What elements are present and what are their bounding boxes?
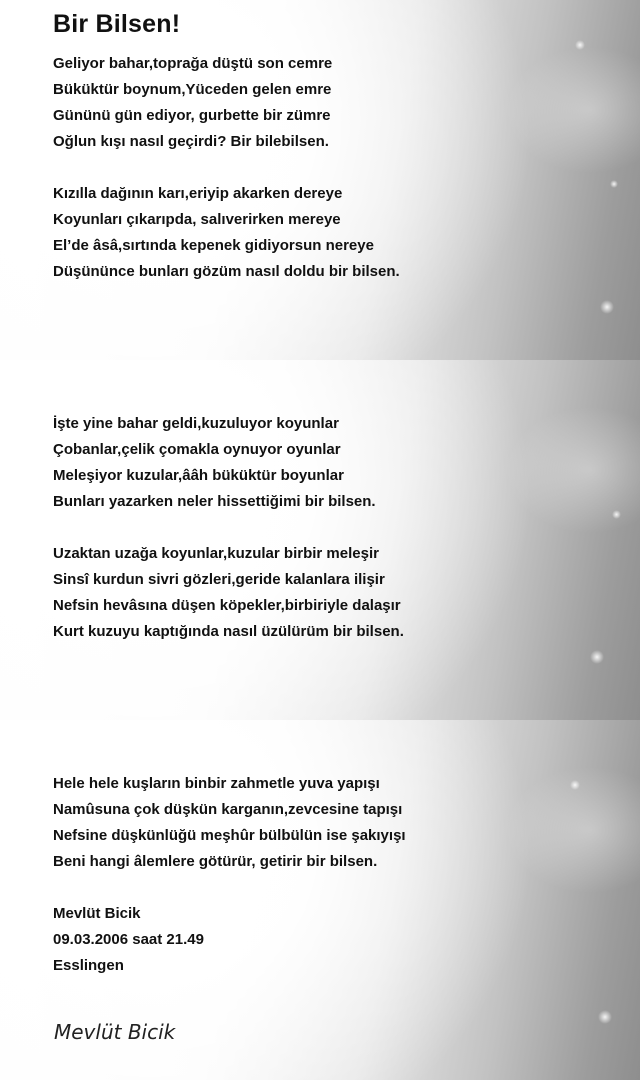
signature-place: Esslingen (53, 957, 124, 974)
stanza-4 (53, 541, 404, 645)
signature-block (53, 901, 204, 979)
poem-line: Uzaktan uzağa koyunlar,kuzular birbir meleşir (53, 545, 379, 562)
poem-line: Beni hangi âlemlere götürür, getirir bir bilsen. (53, 853, 378, 870)
poem-line: Çobanlar,çelik çomakla oynuyor oyunlar (53, 441, 341, 458)
poem-line: Meleşiyor kuzular,ââh büküktür boyunlar (53, 467, 344, 484)
poem-line: El’de âsâ,sırtında kepenek gidiyorsun nereye (53, 237, 374, 254)
poem-line: Koyunları çıkarıpda, salıverirken mereye (53, 211, 341, 228)
poem-panel-2 (0, 360, 640, 720)
poem-line: İşte yine bahar geldi,kuzuluyor koyunlar (53, 415, 339, 432)
poem-line: Sinsî kurdun sivri gözleri,geride kalanlara ilişir (53, 571, 385, 588)
poem-line: Gününü gün ediyor, gurbette bir zümre (53, 107, 331, 124)
poem-line: Oğlun kışı nasıl geçirdi? Bir bilebilsen. (53, 133, 329, 150)
poem-line: Büküktür boynum,Yüceden gelen emre (53, 81, 332, 98)
poem-line: Kurt kuzuyu kaptığında nasıl üzülürüm bir bilsen. (53, 623, 404, 640)
signature-name: Mevlüt Bicik (53, 905, 141, 922)
poem-line: Düşününce bunları gözüm nasıl doldu bir bilsen. (53, 263, 400, 280)
stanza-5 (53, 771, 406, 875)
stanza-2 (53, 181, 400, 285)
poem-line: Geliyor bahar,toprağa düştü son cemre (53, 55, 333, 72)
poem-panel-1 (0, 0, 640, 360)
stanza-1 (53, 51, 332, 155)
signature-date: 09.03.2006 saat 21.49 (53, 931, 204, 948)
author-name-script: Mevlüt Bicik (54, 1020, 176, 1044)
poem-line: Kızılla dağının karı,eriyip akarken dereye (53, 185, 343, 202)
poem-line: Nefsine düşkünlüğü meşhûr bülbülün ise şakıyışı (53, 827, 406, 844)
poem-title: Bir Bilsen! (53, 10, 181, 38)
poem-line: Nefsin hevâsına düşen köpekler,birbiriyle dalaşır (53, 597, 401, 614)
poem-line: Namûsuna çok düşkün karganın,zevcesine tapışı (53, 801, 403, 818)
poem-panel-3 (0, 720, 640, 1080)
poem-line: Hele hele kuşların binbir zahmetle yuva yapışı (53, 775, 380, 792)
stanza-3 (53, 411, 376, 515)
poem-line: Bunları yazarken neler hissettiğimi bir bilsen. (53, 493, 376, 510)
